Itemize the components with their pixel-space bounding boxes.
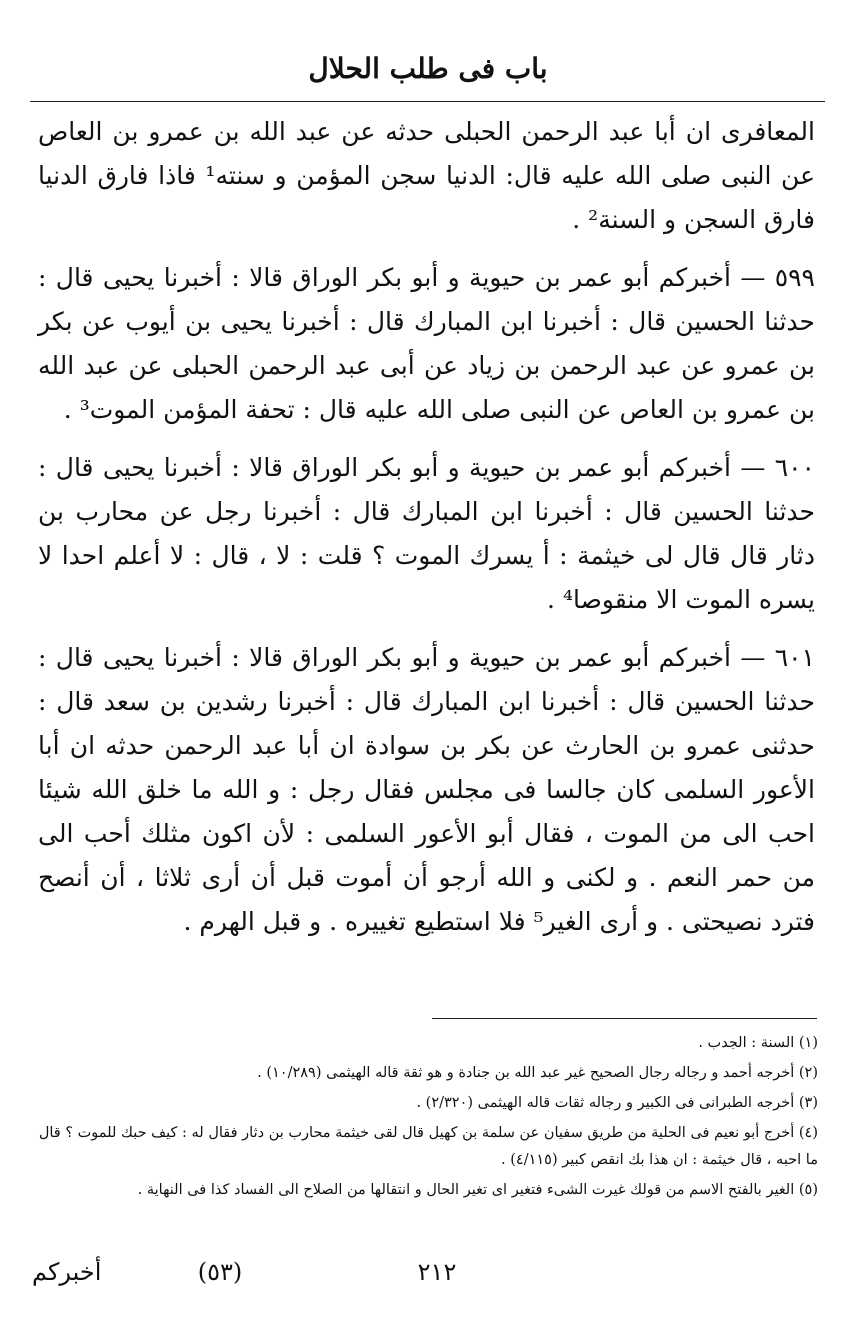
page-title: باب فى طلب الحلال <box>308 52 548 85</box>
footnote-3: (٣) أخرجه الطبرانى فى الكبير و رجاله ثقات قاله الهيثمى (٢/٣٢٠) . <box>416 1095 818 1111</box>
footnote-5: (٥) الغير بالفتح الاسم من قولك غيرت الشىء فتغير اى تغير الحال و انتقالها من الصلاح الى الفساد كذا فى النهاية . <box>137 1182 818 1198</box>
page-footer <box>0 1258 856 1298</box>
paragraph-continuation: المعافرى ان أبا عبد الرحمن الحبلى حدثه عن عبد الله بن عمرو بن العاص عن النبى صلى الله عليه قال: الدنيا سجن المؤمن و سنته¹ فاذا فارق الدنيا فارق السجن و السنة² . <box>38 117 815 234</box>
footnote-1: (١) السنة : الجدب . <box>698 1035 818 1051</box>
footnote-divider <box>432 1018 817 1019</box>
footnote-2: (٢) أخرجه أحمد و رجاله رجال الصحيح غير عبد الله بن جنادة و هو ثقة قاله الهيثمى (١٠/٢٨٩) . <box>257 1065 818 1081</box>
paragraph-601: ٦٠١ — أخبركم أبو عمر بن حيوية و أبو بكر الوراق قالا : أخبرنا يحيى قال : حدثنا الحسين قال : أخبرنا ابن المبارك قال : أخبرنا رشدين بن سعد قال : حدثنى عمرو بن الحارث عن بكر بن سوادة ان أبا عبد الرحمن حدثه ان أبا الأعور السلمى كان جالسا فى مجلس فقال رجل : و الله ما خلق الله شيئا احب الى من الموت ، فقال أبو الأعور السلمى : لأن اكون مثلك أحب الى من حمر النعم . و لكنى و الله أرجو أن أموت قبل أن أرى ثلاثا ، أن أنصح فترد نصيحتى . و أرى الغير⁵ فلا استطيع تغييره . و قبل الهرم . <box>38 643 815 936</box>
main-text <box>38 110 815 950</box>
footnote-4: (٤) أخرج أبو نعيم فى الحلية من طريق سفيان عن سلمة بن كهيل قال لقى خيثمة محارب بن دثار فقال له : كيف حبك للموت ؟ قال ما احبه ، قال خيثمة : ان هذا بك انقص كبير (٤/١١٥) . <box>38 1125 818 1168</box>
footnotes <box>38 1030 818 1207</box>
sheet-number: (٥٣) <box>197 1258 243 1286</box>
paragraph-599: ٥٩٩ — أخبركم أبو عمر بن حيوية و أبو بكر الوراق قالا : أخبرنا يحيى قال : حدثنا الحسين قال : أخبرنا ابن المبارك قال : أخبرنا يحيى بن أيوب عن بكر بن عمرو عن عبد الرحمن بن زياد عن أبى عبد الرحمن الحبلى عن عبد الله بن عمرو بن العاص عن النبى صلى الله عليه قال : تحفة المؤمن الموت³ . <box>38 263 815 424</box>
paragraph-600: ٦٠٠ — أخبركم أبو عمر بن حيوية و أبو بكر الوراق قالا : أخبرنا يحيى قال : حدثنا الحسين قال : أخبرنا ابن المبارك قال : أخبرنا رجل عن محارب بن دثار قال قال لى خيثمة : أ يسرك الموت ؟ قلت : لا ، قال : لا أعلم احدا لا يسره الموت الا منقوصا⁴ . <box>38 453 815 614</box>
page-number: ٢١٢ <box>417 1258 457 1286</box>
catchword: أخبركم <box>32 1258 102 1286</box>
header-divider <box>30 101 825 102</box>
